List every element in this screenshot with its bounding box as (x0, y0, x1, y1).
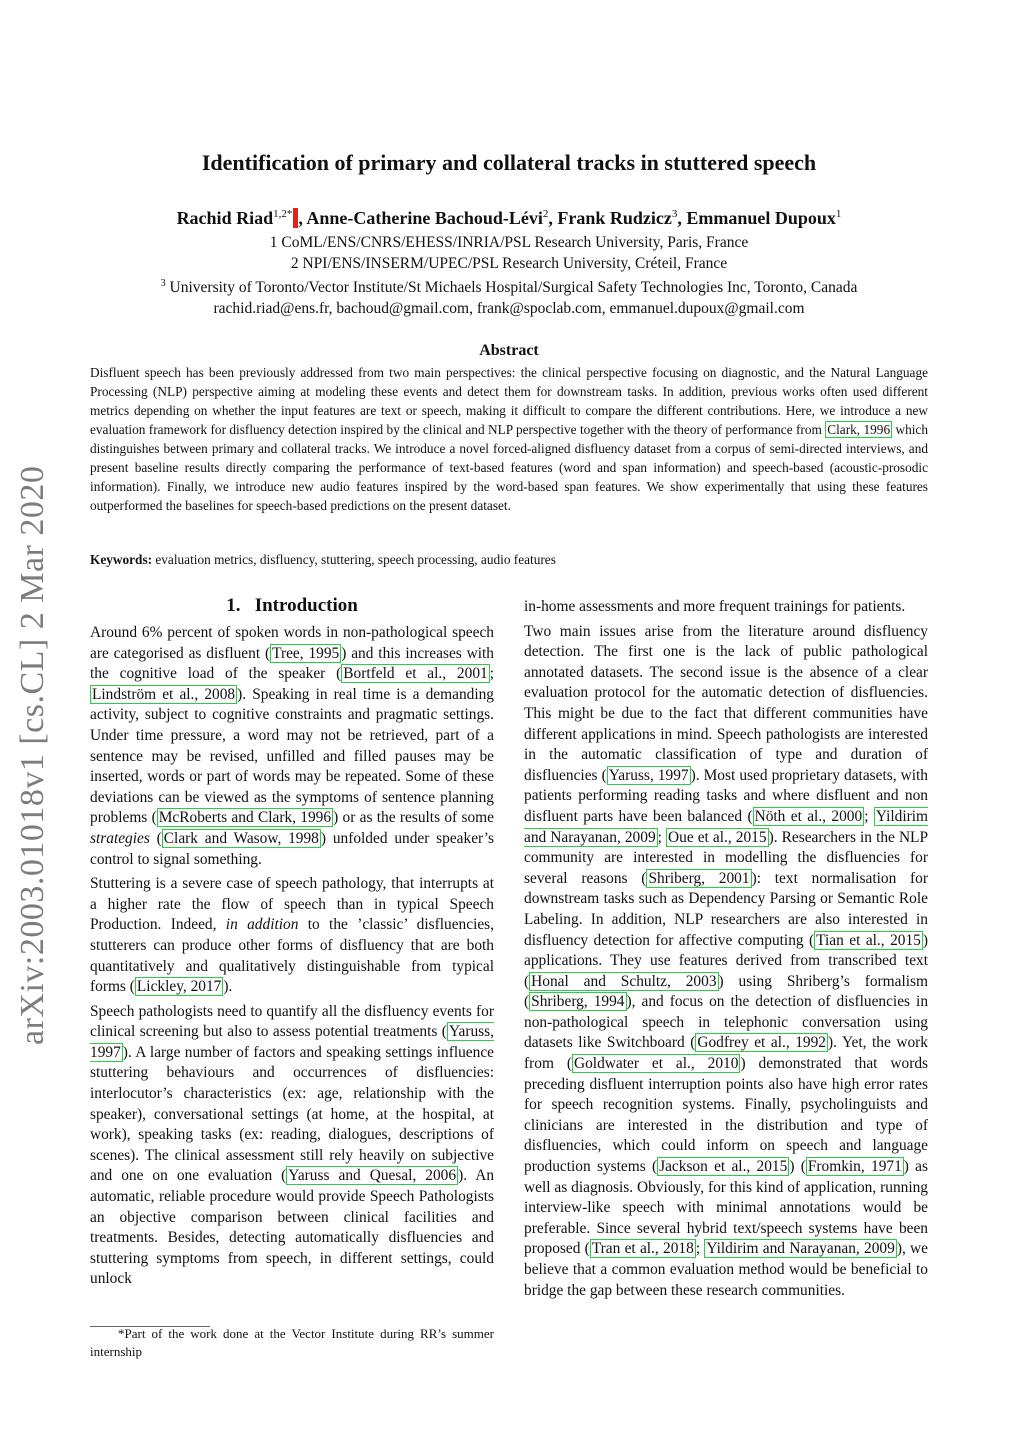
affiliation-sup: 3 (160, 278, 166, 289)
citation-link[interactable]: Oue et al., 2015 (668, 828, 767, 846)
paragraph: in-home assessments and more frequent trainings for patients. (524, 598, 906, 615)
citation-link[interactable]: Tree, 1995 (272, 644, 340, 662)
citation-link[interactable]: Fromkin, 1971 (807, 1158, 902, 1176)
citation-link[interactable]: Tran et al., 2018 (591, 1240, 694, 1258)
footnote: *Part of the work done at the Vector Institute during RR’s summer internship (90, 1326, 494, 1359)
author-list: Rachid Riad$^{1,2*}$ , Anne-Catherine Bachoud-Lévi$^2$, Frank Rudzicz$^3$, Emmanuel Dupoux$^1$ (176, 208, 842, 228)
keywords-label: Keywords: (90, 552, 153, 567)
citation-link[interactable]: Nöth et al., 2000 (754, 807, 863, 825)
affiliation-line: 2 NPI/ENS/INSERM/UPEC/PSL Research University, Créteil, France (290, 254, 728, 272)
citation-link[interactable]: Shriberg, 1994 (531, 993, 625, 1011)
author-sup: 1,2* (273, 208, 293, 220)
abstract-body: Disfluent speech has been previously addressed from two main perspectives: the clinical perspective focusing on diagnostic, and the Natural Language Processing (NLP) perspective aiming at modeling these events and detect them for downstream tasks. In addition, previous works often used different metrics depending on whether the input features are text or speech, making it difficult to compare the different contributions. Here, we introduce a new evaluation framework for disfluency detection inspired by the clinical and NLP perspective together with the theory of performance from Clark, 1996 which distinguishes between primary and collateral tracks. We introduce a novel forced-aligned disfluency dataset from a corpus of semi-directed interviews, and present baseline results directly comparing the performance of text-based features (word and span information) and speech-based (acoustic-prosodic information). Finally, we introduce new audio features inspired by the word-based span features. We show experimentally that using these features outperformed the baselines for speech-based predictions on the present dataset. (90, 365, 928, 513)
arxiv-identifier: arXiv:2003.01018v1 [cs.CL] 2 Mar 2020 (14, 465, 51, 1045)
keywords-text: evaluation metrics, disfluency, stuttering, speech processing, audio features (152, 552, 556, 567)
citation-link[interactable]: Clark and Wasow, 1998 (163, 829, 319, 847)
footnote-link-marker[interactable] (293, 208, 298, 228)
section-heading-introduction: 1. Introduction (226, 595, 358, 616)
author-name: Emmanuel Dupoux (686, 208, 836, 228)
paragraph: Two main issues arise from the literature around disfluency detection. The first one is the lack of public pathological annotated datasets. The second issue is the absence of a clear evaluation protocol for the automatic detection of disfluencies. This might be due to the fact that different communities have different applications in mind. Speech pathologists are interested in the automatic classification of type and duration of disfluencies ( Yaruss, 1997 ). Most used proprietary datasets, with patients performing reading tasks and where disfluent and non disfluent parts have been balanced ( Nöth et al., 2000 ; Yildirim and Narayanan, 2009 ; Oue et al., 2015 ). Researchers in the NLP community are interested in modelling the disfluencies for several reasons ( Shriberg, 2001 ): text normalisation for downstream tasks such as Dependency Parsing or Semantic Role Labeling. In addition, NLP researchers are also interested in disfluency detection for affective computing ( Tian et al., 2015 ) applications. They use features derived from transcribed text ( Honal and Schultz, 2003 ) using Shriberg’s formalism ( Shriberg, 1994 ), and focus on the detection of disfluencies in non-pathological speech in telephonic conversation using datasets like Switchboard ( Godfrey et al., 1992 ). Yet, the work from ( Goldwater et al., 2010 ) demonstrated that words preceding disfluent interruption points also have high error rates for speech recognition systems. Finally, psycholinguists and clinicians are interested in the distribution and type of disfluencies, which could inform on speech and language production systems ( Jackson et al., 2015 ) ( Fromkin, 1971 ) as well as diagnosis. Obviously, for this kind of application, running interview-like speech with minimal annotations would be preferable. Since several hybrid text/speech systems have been proposed ( Tran et al., 2018 ; Yildirim and Narayanan, 2009 ), we believe that a common evaluation method would be beneficial to bridge the gap between these research communities. (524, 622, 929, 1299)
paragraph: Stuttering is a severe case of speech pathology, that interrupts at a higher rate the flow of speech than in typical Speech Production. Indeed, in addition to the ’classic’ disfluencies, stutterers can produce other forms of disfluency that are both quantitatively and qualitatively distinguishable from typical forms ( Lickley, 2017 ). (90, 875, 495, 996)
author-sup: 2 (542, 208, 549, 220)
citation-link[interactable]: Shriberg, 2001 (648, 869, 750, 887)
citation-link[interactable]: Lindström et al., 2008 (92, 685, 236, 703)
author-name: Frank Rudzicz (557, 208, 672, 228)
citation-link[interactable]: Yildirim and Narayanan, 2009 (524, 807, 929, 846)
affiliation-line: $^3$ University of Toronto/Vector Institute/St Michaels Hospital/Surgical Safety Technologies Inc, Toronto, Canada (160, 278, 858, 297)
paper-title: Identification of primary and collateral tracks in stuttered speech (201, 150, 817, 175)
citation-link[interactable]: Honal and Schultz, 2003 (531, 972, 717, 990)
citation-link[interactable]: Godfrey et al., 1992 (697, 1034, 826, 1052)
citation-link[interactable]: Yaruss, 1997 (608, 766, 689, 784)
author-sup: 3 (671, 208, 678, 220)
affiliations (90, 233, 928, 319)
citation-link[interactable]: Clark, 1996 (827, 422, 891, 437)
paragraph: Speech pathologists need to quantify all the disfluency events for clinical screening but also to assess potential treatments ( Yaruss, 1997 ). A large number of factors and speaking settings influence stuttering behaviours and occurrences of disfluencies: interlocutor’s characteristics (ex: age, relationship with the speaker), conversational settings (at home, at the hospital, at work), speaking tasks (ex: reading, dialogues, descriptions of scenes). The clinical assessment still rely heavily on subjective and one on one evaluation ( Yaruss and Quesal, 2006 ). An automatic, reliable procedure would provide Speech Pathologists an objective comparison between clinical facilities and treatments. Besides, detecting automatically disfluencies and stuttering symptoms from speech, in different settings, could unlock (90, 1002, 495, 1288)
citation-link[interactable]: McRoberts and Clark, 1996 (158, 809, 332, 827)
citation-link[interactable]: Bortfeld et al., 2001 (343, 665, 488, 683)
citation-link[interactable]: Yildirim and Narayanan, 2009 (706, 1240, 895, 1258)
affiliation-line: 1 CoML/ENS/CNRS/EHESS/INRIA/PSL Research University, Paris, France (269, 234, 749, 251)
citation-link[interactable]: Goldwater et al., 2010 (573, 1055, 739, 1073)
citation-link[interactable]: Yaruss and Quesal, 2006 (288, 1167, 457, 1185)
citation-link[interactable]: Jackson et al., 2015 (659, 1158, 788, 1176)
abstract-heading: Abstract (479, 342, 539, 359)
citation-link[interactable]: Lickley, 2017 (136, 978, 222, 996)
right-column (524, 597, 928, 1305)
paragraph: Around 6% percent of spoken words in non-pathological speech are categorised as disfluent ( Tree, 1995 ) and this increases with the cognitive load of the speaker ( Bortfeld et al., 2001 ; Lindström et al., 2008 ). Speaking in real time is a demanding activity, subject to cognitive constraints and pragmatic settings. Under time pressure, a word may not be retrieved, part of a sentence may be revised, unfilled and filled pauses may be inserted, words or part of words may be repeated. Some of these deviations can be viewed as the symptoms of sentence planning problems ( McRoberts and Clark, 1996 ) or as the results of some strategies ( Clark and Wasow, 1998 ) unfolded under speaker’s control to signal something. (90, 624, 495, 868)
keywords (90, 552, 928, 568)
author-name: Rachid Riad (176, 208, 274, 228)
author-emails: rachid.riad@ens.fr, bachoud@gmail.com, frank@spoclab.com, emmanuel.dupoux@gmail.com (213, 299, 805, 317)
author-sup: 1 (835, 208, 842, 220)
author-name: Anne-Catherine Bachoud-Lévi (306, 208, 543, 228)
citation-link[interactable]: Tian et al., 2015 (816, 931, 921, 949)
left-column (90, 623, 494, 1294)
citation-link[interactable]: Yaruss, 1997 (90, 1023, 494, 1061)
